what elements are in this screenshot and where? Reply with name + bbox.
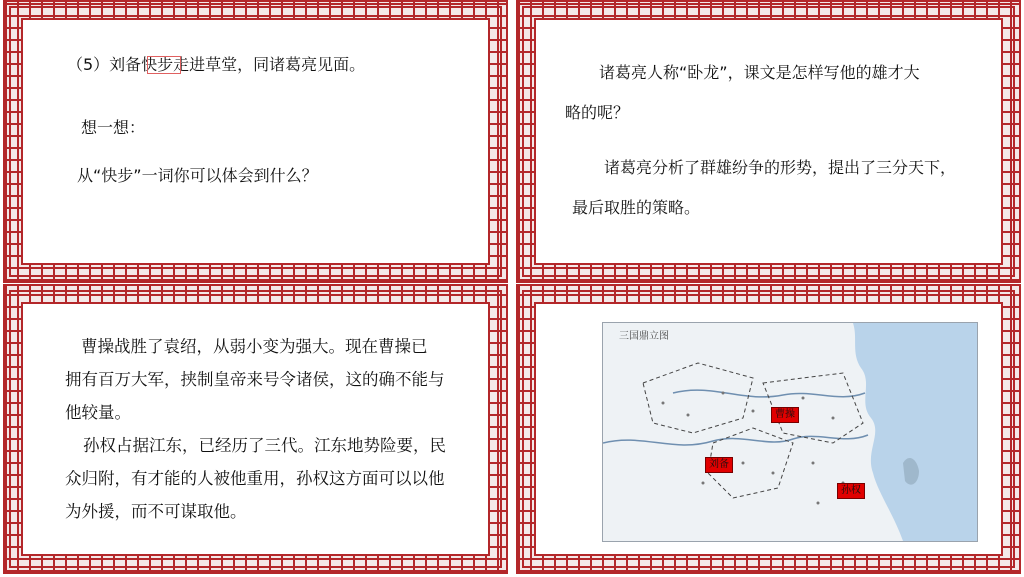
paragraph-2-line-1: 诸葛亮分析了群雄纷争的形势，提出了三分天下， [604, 158, 957, 177]
question-line: （5）刘备快步走进草堂，同诸葛亮见面。 [67, 55, 366, 74]
text-line: 孙权占据江东，已经历了三代。江东地势险要，民 [83, 436, 446, 455]
think-label: 想一想： [81, 118, 146, 137]
text-line: 为外援，而不可谋取他。 [65, 502, 247, 521]
slide-content-1 [21, 18, 490, 265]
paragraph-1-line-2: 略的呢？ [565, 103, 630, 122]
text-line: 拥有百万大军，挟制皇帝来号令诸侯，这的确不能与 [65, 370, 445, 389]
highlight-box [147, 56, 181, 74]
slide-panel-3 [3, 284, 508, 574]
text-line: 他较量。 [65, 403, 131, 422]
think-question: 从“快步”一词你可以体会到什么？ [77, 166, 318, 185]
text-line: 曹操战胜了袁绍，从弱小变为强大。现在曹操已 [81, 337, 428, 356]
cao-cao-label: 曹操 [771, 407, 799, 423]
text-line: 众归附，有才能的人被他重用，孙权这方面可以以他 [65, 469, 445, 488]
paragraph-1-line-1: 诸葛亮人称“卧龙”，课文是怎样写他的雄才大 [599, 63, 920, 82]
map-title: 三国鼎立图 [619, 331, 669, 342]
paragraph-2-line-2: 最后取胜的策略。 [572, 198, 701, 217]
liu-bei-label: 刘备 [705, 457, 733, 473]
map-graphic [603, 323, 977, 541]
three-kingdoms-map [602, 322, 978, 542]
slide-panel-4 [516, 284, 1021, 574]
slide-panel-1 [3, 0, 508, 283]
slide-content-4 [534, 302, 1003, 556]
slide-content-3 [21, 302, 490, 556]
slide-panel-2 [516, 0, 1021, 283]
sun-quan-label: 孙权 [837, 483, 865, 499]
slide-content-2 [534, 18, 1003, 265]
